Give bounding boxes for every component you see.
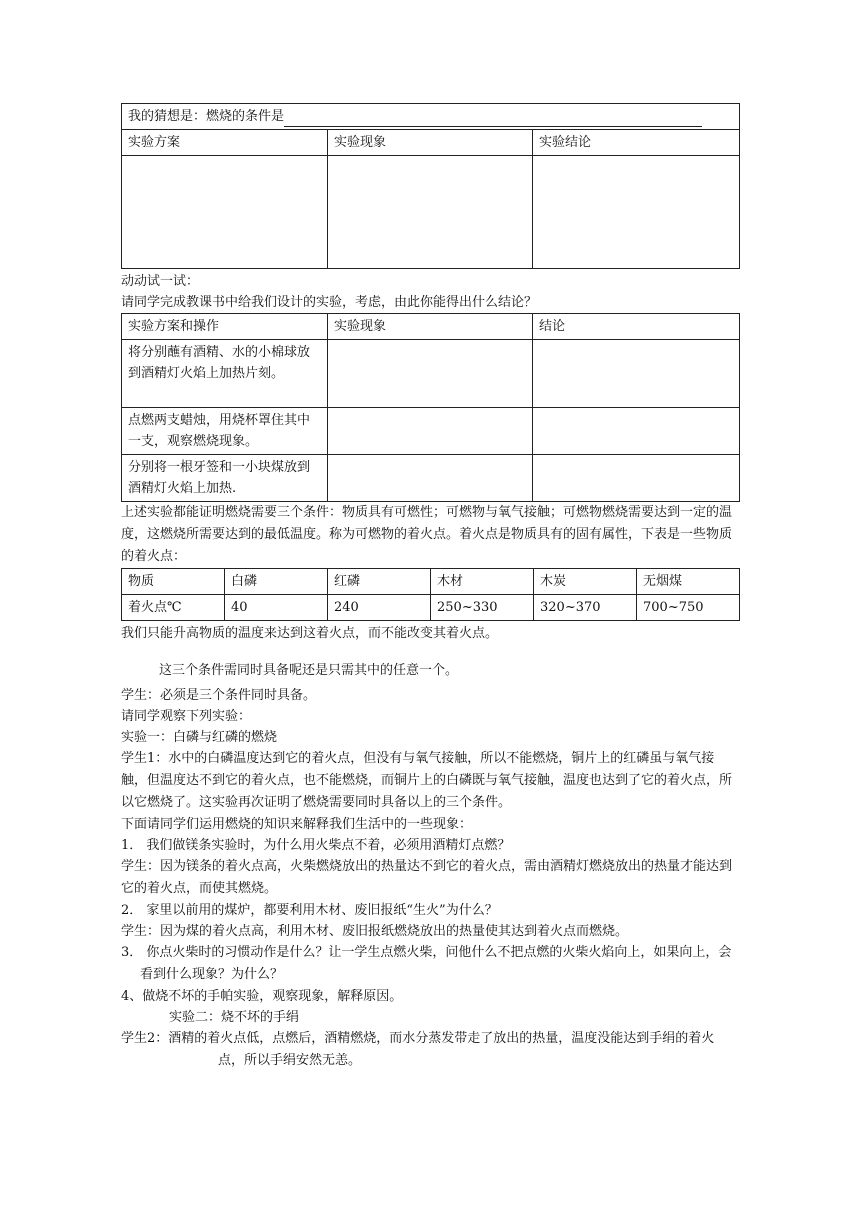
guess-cell-empty [122, 156, 328, 269]
guess-row [122, 104, 740, 130]
student-1-answer: 学生1：水中的白磷温度达到它的着火点，但没有与氧气接触，所以不能燃烧，铜片上的红磷虽与氧气接触，但温度达不到它的着火点，也不能燃烧，而铜片上的白磷既与氧气接触，温度也达到了它的着火点，所以它燃烧了。这实验再次证明了燃烧需要同时具备以上的三个条件。 [121, 751, 733, 810]
question-4: 4、做烧不坏的手帕实验，观察现象，解释原因。 [121, 989, 403, 1004]
explain-intro: 下面请同学们运用燃烧的知识来解释我们生活中的一些现象： [121, 817, 473, 832]
exp-row-2-plan: 点燃两支蜡烛，用烧杯罩住其中一支，观察燃烧现象。 [122, 408, 328, 455]
ignition-header-red-phosphorus: 红磷 [328, 569, 431, 595]
guess-header-conclusion: 实验结论 [533, 130, 740, 156]
try-prompt: 请同学完成教课书中给我们设计的实验，考虑，由此你能得出什么结论？ [121, 295, 538, 310]
ignition-header-anthracite: 无烟煤 [637, 569, 740, 595]
guess-table [121, 103, 740, 269]
ignition-value-red-phosphorus: 240 [328, 595, 431, 621]
exp-cell-empty [328, 340, 533, 408]
experiment-1-title: 实验一：白磷与红磷的燃烧 [121, 730, 278, 745]
answer-1: 学生：因为镁条的着火点高，火柴燃烧放出的热量达不到它的着火点，需由酒精灯燃烧放出的热量才能达到它的着火点，而使其燃烧。 [121, 859, 733, 896]
exp-cell-empty [533, 408, 740, 455]
exp-cell-empty [328, 408, 533, 455]
ignition-value-charcoal: 320~370 [534, 595, 637, 621]
ignition-header-charcoal: 木炭 [534, 569, 637, 595]
ignition-header-substance: 物质 [122, 569, 225, 595]
ignition-value-white-phosphorus: 40 [225, 595, 328, 621]
exp-cell-empty [533, 455, 740, 502]
exp-header-plan: 实验方案和操作 [122, 314, 328, 340]
guess-cell-empty [533, 156, 740, 269]
guess-label: 我的猜想是：燃烧的条件是 [128, 109, 285, 124]
exp-cell-empty [328, 455, 533, 502]
observe-instruction: 请同学观察下列实验： [121, 709, 252, 724]
ignition-header-white-phosphorus: 白磷 [225, 569, 328, 595]
after-table-note: 我们只能升高物质的温度来达到这着火点，而不能改变其着火点。 [121, 626, 499, 641]
exp-cell-empty [533, 340, 740, 408]
guess-header-plan: 实验方案 [122, 130, 328, 156]
ignition-value-anthracite: 700~750 [637, 595, 740, 621]
ignition-point-table [121, 568, 740, 621]
ignition-header-wood: 木材 [431, 569, 534, 595]
question-text: 这三个条件需同时具备呢还是只需其中的任意一个。 [159, 663, 459, 678]
exp-row-3-plan: 分别将一根牙签和一小块煤放到酒精灯火焰上加热. [122, 455, 328, 502]
exp-header-phenomenon: 实验现象 [328, 314, 533, 340]
student-answer: 学生：必须是三个条件同时具备。 [121, 688, 317, 703]
ignition-value-wood: 250~330 [431, 595, 534, 621]
question-2: 2． 家里以前用的煤炉，都要利用木材、废旧报纸“生火”为什么？ [121, 903, 498, 918]
answer-2: 学生：因为煤的着火点高，利用木材、废旧报纸燃烧放出的热量使其达到着火点而燃烧。 [121, 924, 629, 939]
guess-cell-empty [328, 156, 533, 269]
guess-header-phenomenon: 实验现象 [328, 130, 533, 156]
ignition-label-point: 着火点℃ [122, 595, 225, 621]
try-title: 动动试一试： [121, 274, 200, 289]
guess-blank-line [284, 112, 702, 127]
student-2-answer: 学生2：酒精的着火点低，点燃后，酒精燃烧，而水分蒸发带走了放出的热量，温度没能达到手绢的着火点，所以手绢安然无恙。 [121, 1031, 715, 1068]
question-1: 1． 我们做镁条实验时，为什么用火柴点不着，必须用酒精灯点燃？ [121, 838, 511, 853]
exp-header-conclusion: 结论 [533, 314, 740, 340]
summary-paragraph: 上述实验都能证明燃烧需要三个条件：物质具有可燃性；可燃物与氧气接触；可燃物燃烧需要达到一定的温度，这燃烧所需要达到的最低温度。称为可燃物的着火点。着火点是物质具有的固有属性，下表是一些物质的着火点： [121, 505, 733, 564]
exp-row-1-plan: 将分别蘸有酒精、水的小棉球放到酒精灯火焰上加热片刻。 [122, 340, 328, 408]
experiment-table [121, 313, 740, 502]
experiment-2-title: 实验二：烧不坏的手绢 [169, 1010, 300, 1025]
document-page [121, 103, 739, 1072]
question-3: 3． 你点火柴时的习惯动作是什么？让一学生点燃火柴，问他什么不把点燃的火柴火焰向上，如果向上，会看到什么现象？为什么？ [121, 945, 732, 982]
